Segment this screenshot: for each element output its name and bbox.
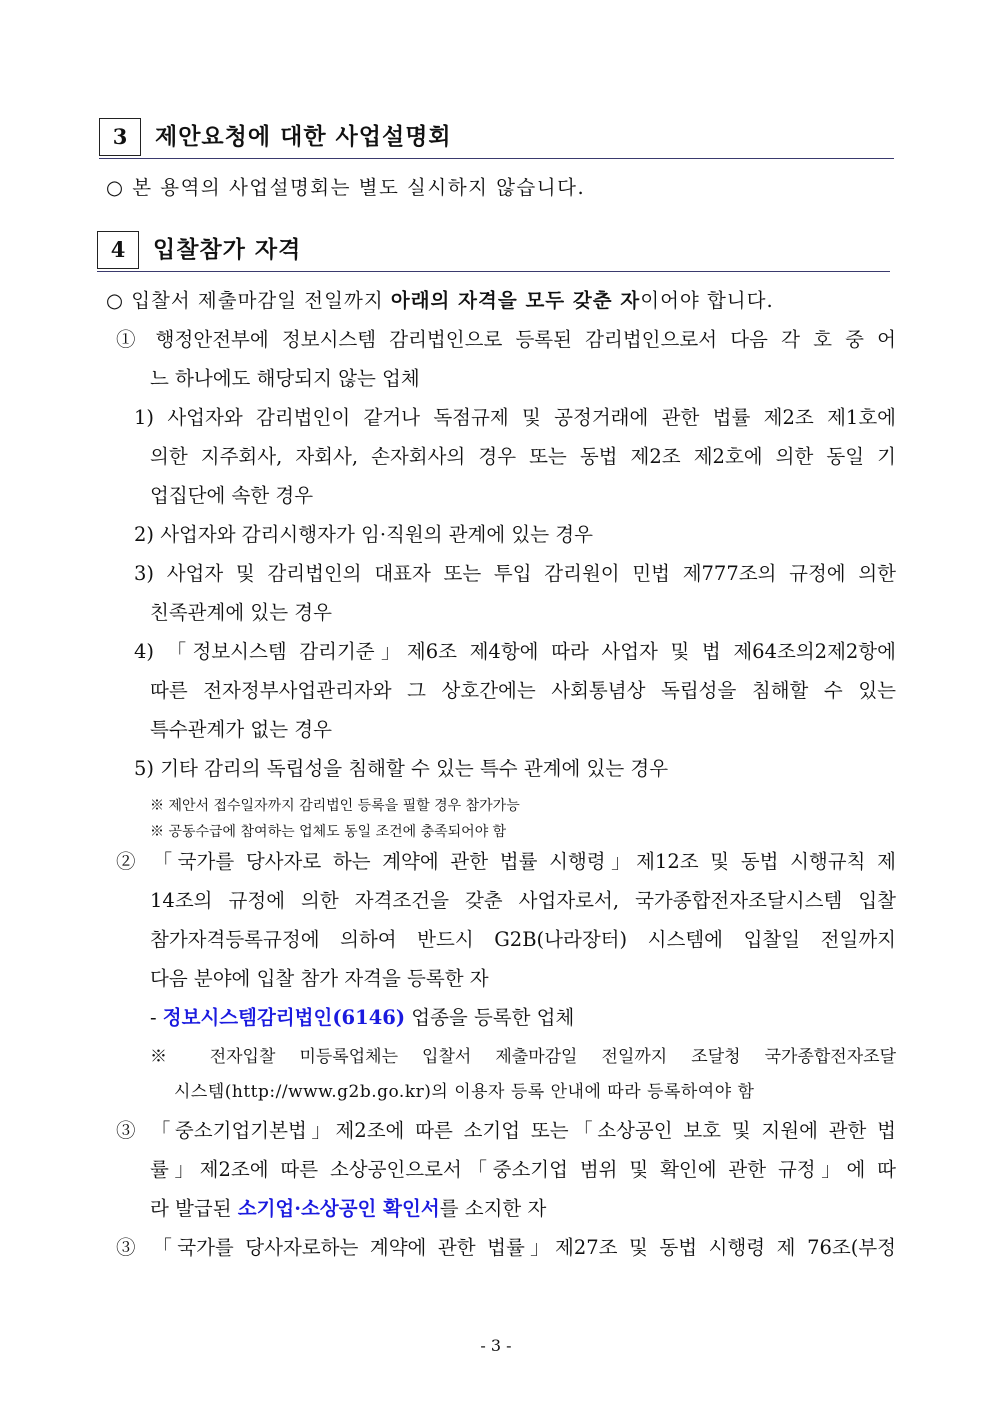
page-number: - 3 - — [480, 1336, 512, 1355]
criterion-2-line-2: 14조의 규정에 의한 자격조건을 갖춘 사업자로서, 국가종합전자조달시스템 입찰 — [150, 889, 896, 912]
criterion-4-line-1: ③ 「국가를 당사자로하는 계약에 관한 법률」제27조 및 동법 시행령 제 76조(부정 — [116, 1236, 896, 1259]
section-4-header — [97, 231, 890, 272]
item-1-line-3: 업집단에 속한 경우 — [150, 484, 314, 507]
item-4-line-1: 4) 「정보시스템 감리기준」제6조 제4항에 따라 사업자 및 법 제64조의2제2항에 — [134, 640, 896, 663]
section-3-text: ○ 본 용역의 사업설명회는 별도 실시하지 않습니다. — [106, 176, 586, 199]
item-5: 5) 기타 감리의 독립성을 침해할 수 있는 특수 관계에 있는 경우 — [134, 757, 669, 780]
item-4-line-3: 특수관계가 없는 경우 — [150, 718, 332, 741]
note-2: ※ 공동수급에 참여하는 업체도 동일 조건에 충족되어야 함 — [150, 824, 507, 840]
item-3-line-1: 3) 사업자 및 감리법인의 대표자 또는 투입 감리원이 민법 제777조의 규정에 의한 — [134, 562, 896, 585]
item-1-line-1: 1) 사업자와 감리법인이 같거나 독점규제 및 공정거래에 관한 법률 제2조 제1호에 — [134, 406, 896, 429]
section-title: 제안요청에 대한 사업설명회 — [155, 123, 452, 150]
item-3-line-2: 친족관계에 있는 경우 — [150, 601, 332, 624]
item-2: 2) 사업자와 감리시행자가 임·직원의 관계에 있는 경우 — [134, 523, 593, 546]
criterion-2-line-3: 참가자격등록규정에 의하여 반드시 G2B(나라장터) 시스템에 입찰일 전일까지 — [150, 928, 896, 951]
criterion-2-line-4: 다음 분야에 입찰 참가 자격을 등록한 자 — [150, 967, 489, 990]
section-3-header — [99, 118, 894, 159]
criterion-3-line-3: 라 발급된 소기업·소상공인 확인서를 소지한 자 — [150, 1197, 547, 1220]
note-1: ※ 제안서 접수일자까지 감리법인 등록을 필할 경우 참가가능 — [150, 798, 520, 814]
criterion-2-category: - 정보시스템감리법인(6146) 업종을 등록한 업체 — [150, 1006, 575, 1029]
note-3-line-2: 시스템(http://www.g2b.go.kr)의 이용자 등록 안내에 따라 등록하여야 함 — [174, 1082, 755, 1102]
criterion-1-line-1: ① 행정안전부에 정보시스템 감리법인으로 등록된 감리법인으로서 다음 각 호 중 어 — [116, 328, 896, 351]
note-3-line-1: ※ 전자입찰 미등록업체는 입찰서 제출마감일 전일까지 조달청 국가종합전자조달 — [150, 1047, 896, 1067]
criterion-3-line-2: 률」제2조에 따른 소상공인으로서「중소기업 범위 및 확인에 관한 규정」에 따 — [150, 1158, 896, 1181]
section-number: 3 — [99, 118, 141, 156]
item-4-line-2: 따른 전자정부사업관리자와 그 상호간에는 사회통념상 독립성을 침해할 수 있는 — [150, 679, 896, 702]
criterion-2-line-1: ② 「국가를 당사자로 하는 계약에 관한 법률 시행령」제12조 및 동법 시행규칙 제 — [116, 850, 896, 873]
section-4-intro: ○ 입찰서 제출마감일 전일까지 아래의 자격을 모두 갖춘 자이어야 합니다. — [106, 289, 774, 312]
section-number: 4 — [97, 231, 139, 269]
item-1-line-2: 의한 지주회사, 자회사, 손자회사의 경우 또는 동법 제2조 제2호에 의한 동일 기 — [150, 445, 896, 468]
section-title: 입찰참가 자격 — [153, 236, 302, 263]
criterion-3-line-1: ③ 「중소기업기본법」제2조에 따른 소기업 또는「소상공인 보호 및 지원에 관한 법 — [116, 1119, 896, 1142]
criterion-1-line-2: 느 하나에도 해당되지 않는 업체 — [150, 367, 420, 390]
